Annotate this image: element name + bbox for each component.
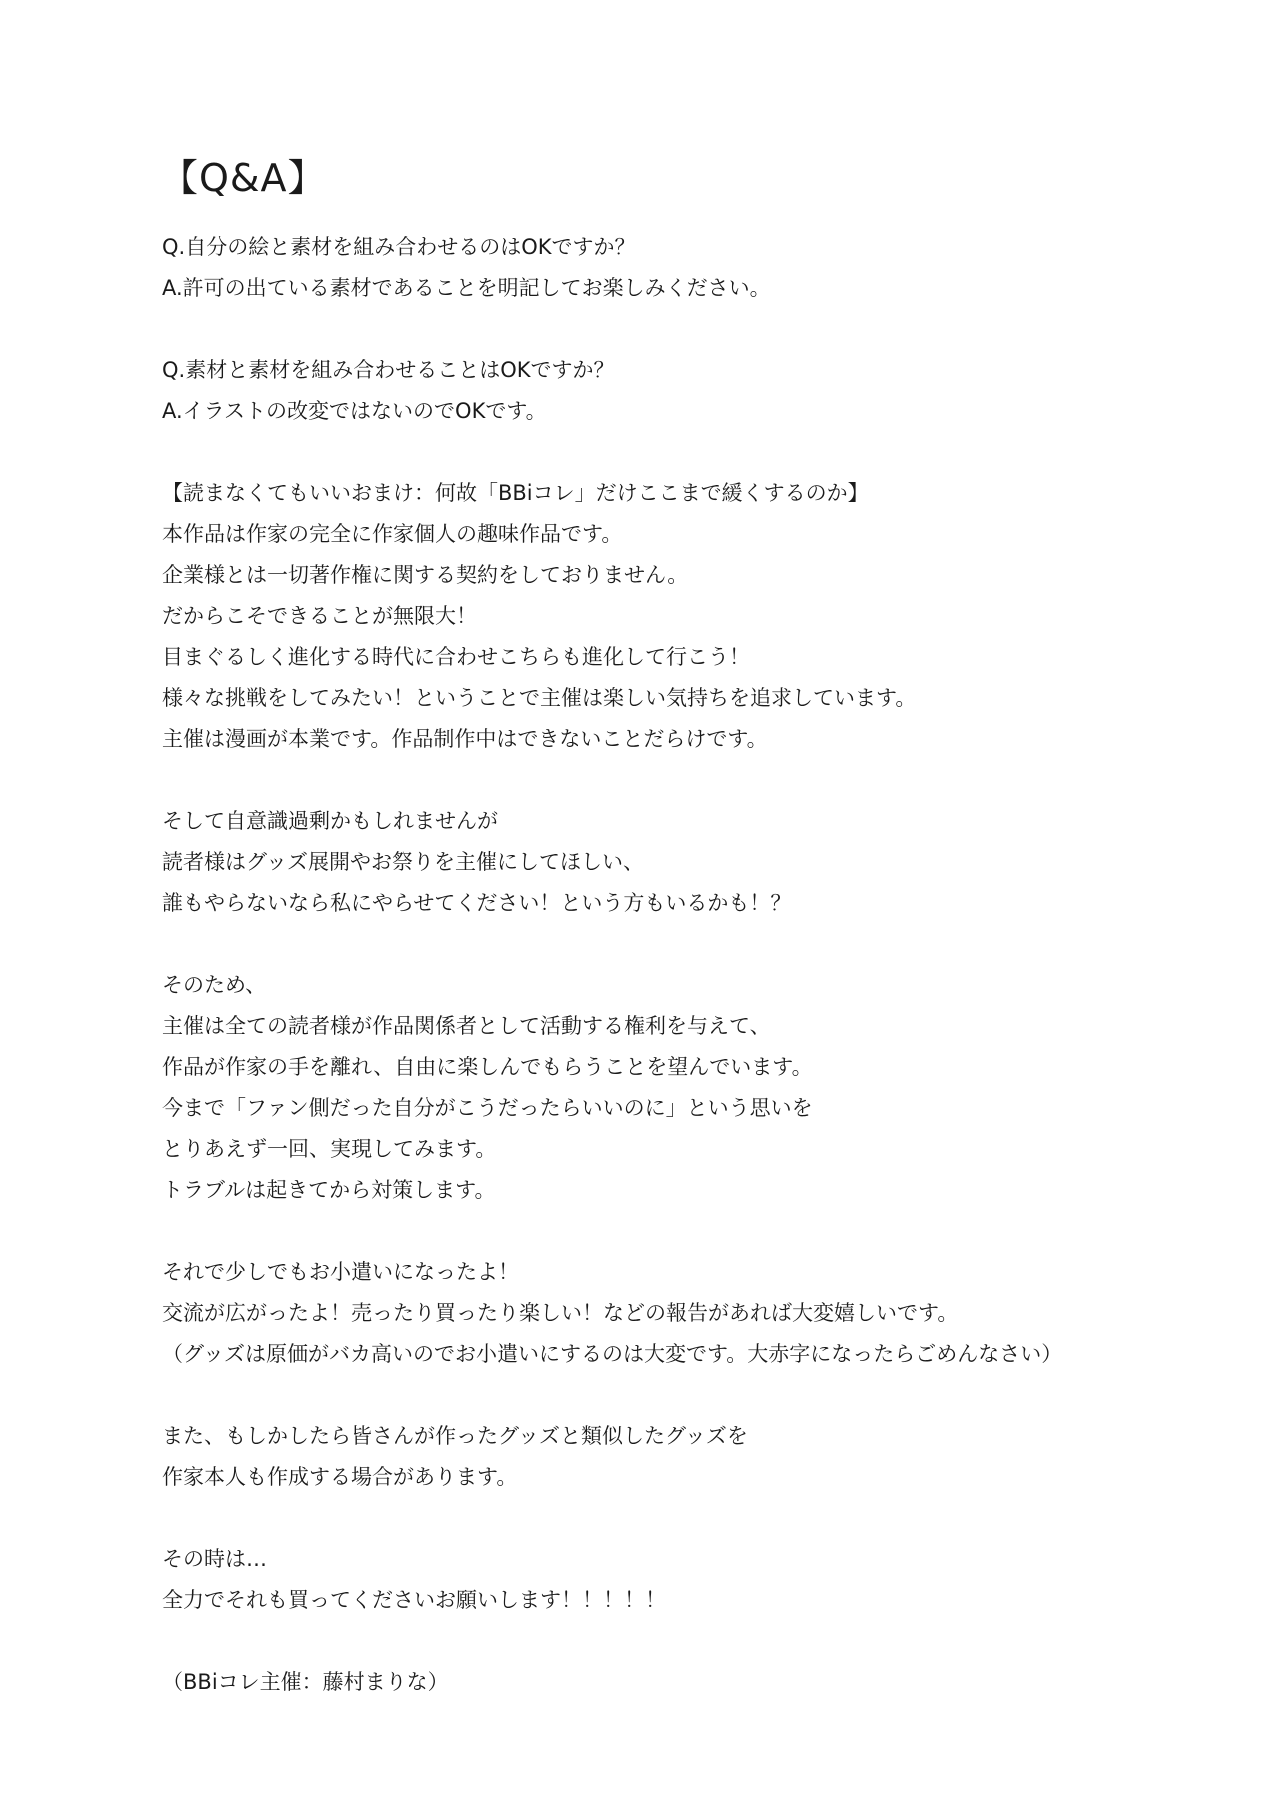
page-title: 【Q&A】	[160, 156, 327, 200]
text-line: 目まぐるしく進化する時代に合わせこちらも進化して行こう！	[162, 645, 750, 669]
text-line: 主催は全ての読者様が作品関係者として活動する権利を与えて、	[162, 1014, 771, 1038]
text-line: 作品が作家の手を離れ、自由に楽しんでもらうことを望んでいます。	[162, 1055, 813, 1079]
text-line: 今まで「ファン側だった自分がこうだったらいいのに」という思いを	[162, 1096, 813, 1120]
qa2-answer: A.イラストの改変ではないのでOKです。	[162, 399, 547, 423]
text-line: 主催は漫画が本業です。作品制作中はできないことだらけです。	[162, 727, 768, 751]
text-line: 本作品は作家の完全に作家個人の趣味作品です。	[162, 522, 623, 546]
text-line: トラブルは起きてから対策します。	[162, 1178, 496, 1202]
signature-line: （BBiコレ主催：藤村まりな）	[162, 1670, 449, 1694]
text-line: それで少しでもお小遣いになったよ！	[162, 1260, 519, 1284]
text-line: 誰もやらないなら私にやらせてください！という方もいるかも！？	[162, 891, 792, 915]
qa1-question: Q.自分の絵と素材を組み合わせるのはOKですか？	[162, 235, 636, 259]
text-line: （グッズは原価がバカ高いのでお小遣いにするのは大変です。大赤字になったらごめんなさい）	[162, 1342, 1063, 1366]
text-line: 読者様はグッズ展開やお祭りを主催にしてほしい、	[162, 850, 644, 874]
text-line: 交流が広がったよ！売ったり買ったり楽しい！などの報告があれば大変嬉しいです。	[162, 1301, 959, 1325]
qa1-answer: A.許可の出ている素材であることを明記してお楽しみください。	[162, 276, 771, 300]
text-line: そのため、	[162, 973, 267, 997]
text-line: とりあえず一回、実現してみます。	[162, 1137, 497, 1161]
text-line: その時は…	[162, 1547, 267, 1571]
text-line: 企業様とは一切著作権に関する契約をしておりません。	[162, 563, 689, 587]
text-line: だからこそできることが無限大！	[162, 604, 477, 628]
text-line: 作家本人も作成する場合があります。	[162, 1465, 518, 1489]
qa2-question: Q.素材と素材を組み合わせることはOKですか？	[162, 358, 615, 382]
text-line: そして自意識過剰かもしれませんが	[162, 809, 498, 833]
text-line: 全力でそれも買ってくださいお願いします！！！！！	[162, 1588, 666, 1612]
text-line: 様々な挑戦をしてみたい！ということで主催は楽しい気持ちを追求しています。	[162, 686, 917, 710]
text-line: また、もしかしたら皆さんが作ったグッズと類似したグッズを	[162, 1424, 748, 1448]
bonus-heading: 【読まなくてもいいおまけ：何故「BBiコレ」だけここまで緩くするのか】	[162, 481, 869, 505]
